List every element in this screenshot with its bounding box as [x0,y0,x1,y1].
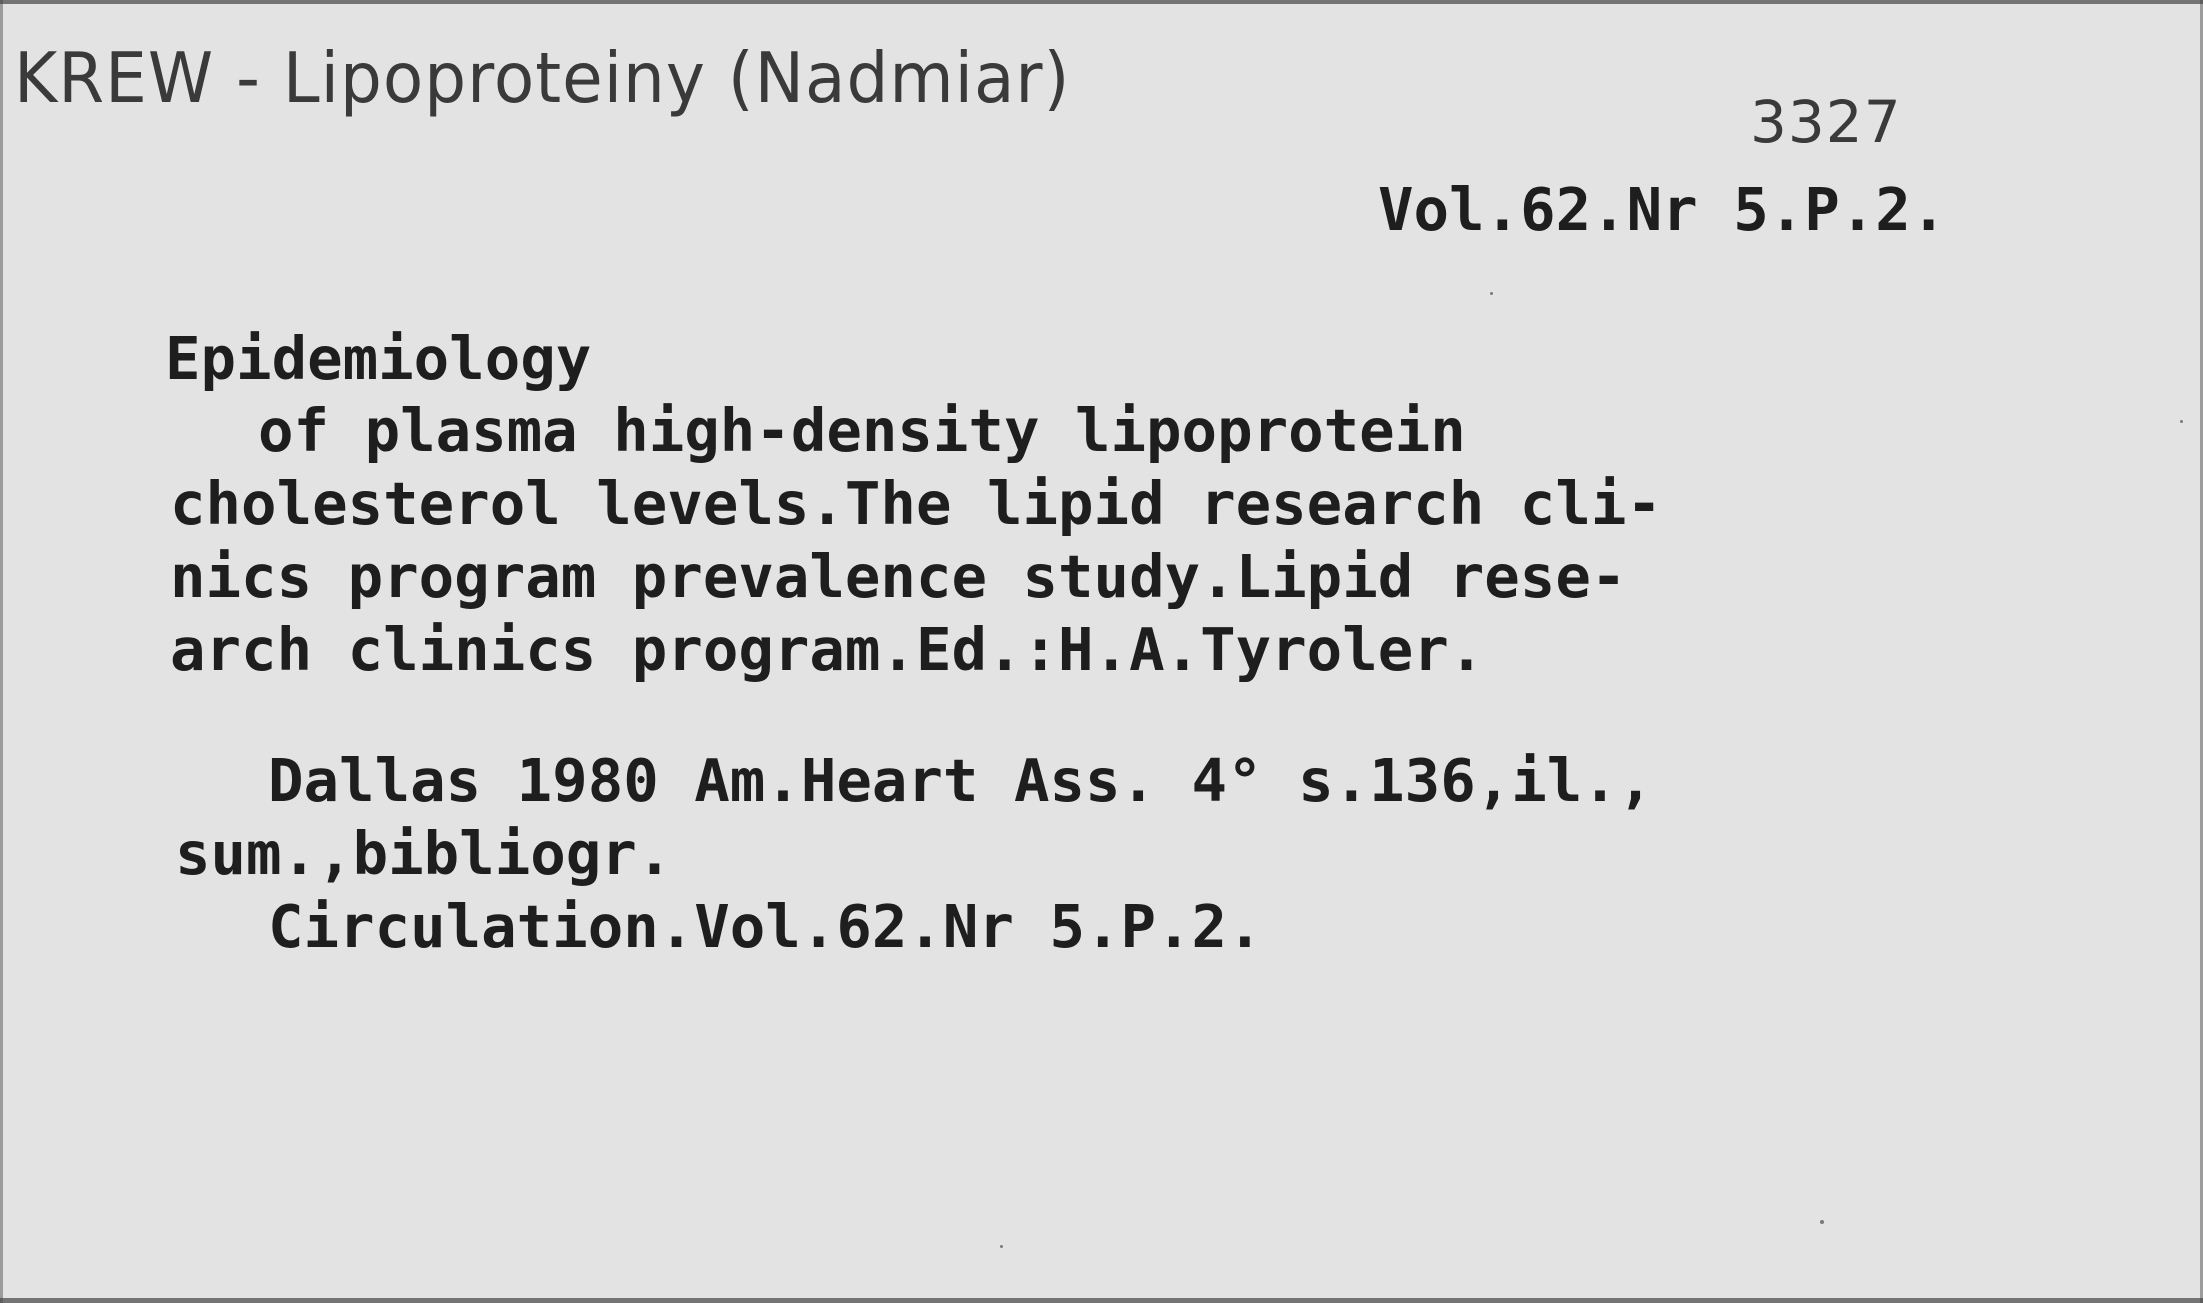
card-number: 3327 [1750,88,1902,156]
title-head: Epidemiology [165,324,592,393]
card-bottom-edge [0,1298,2203,1303]
volume-reference: Vol.62.Nr 5.P.2. [1378,175,1947,244]
title-line: of plasma high-density lipoprotein [258,396,1466,465]
title-line: nics program prevalence study.Lipid rese- [170,542,1627,611]
paper-speck [1490,292,1493,295]
paper-speck [1820,1220,1824,1224]
series-statement: Circulation.Vol.62.Nr 5.P.2. [268,892,1263,961]
title-line: arch clinics program.Ed.:H.A.Tyroler. [170,615,1485,684]
imprint-line: Dallas 1980 Am.Heart Ass. 4° s.136,il., [268,746,1654,815]
title-line: cholesterol levels.The lipid research cli- [170,469,1662,538]
paper-speck [1000,1245,1003,1248]
subject-heading: KREW - Lipoproteiny (Nadmiar) [14,38,1071,119]
card-top-edge [0,0,2203,4]
imprint-line: sum.,bibliogr. [175,819,673,888]
paper-speck [2180,420,2183,423]
card-left-edge [0,0,3,1303]
